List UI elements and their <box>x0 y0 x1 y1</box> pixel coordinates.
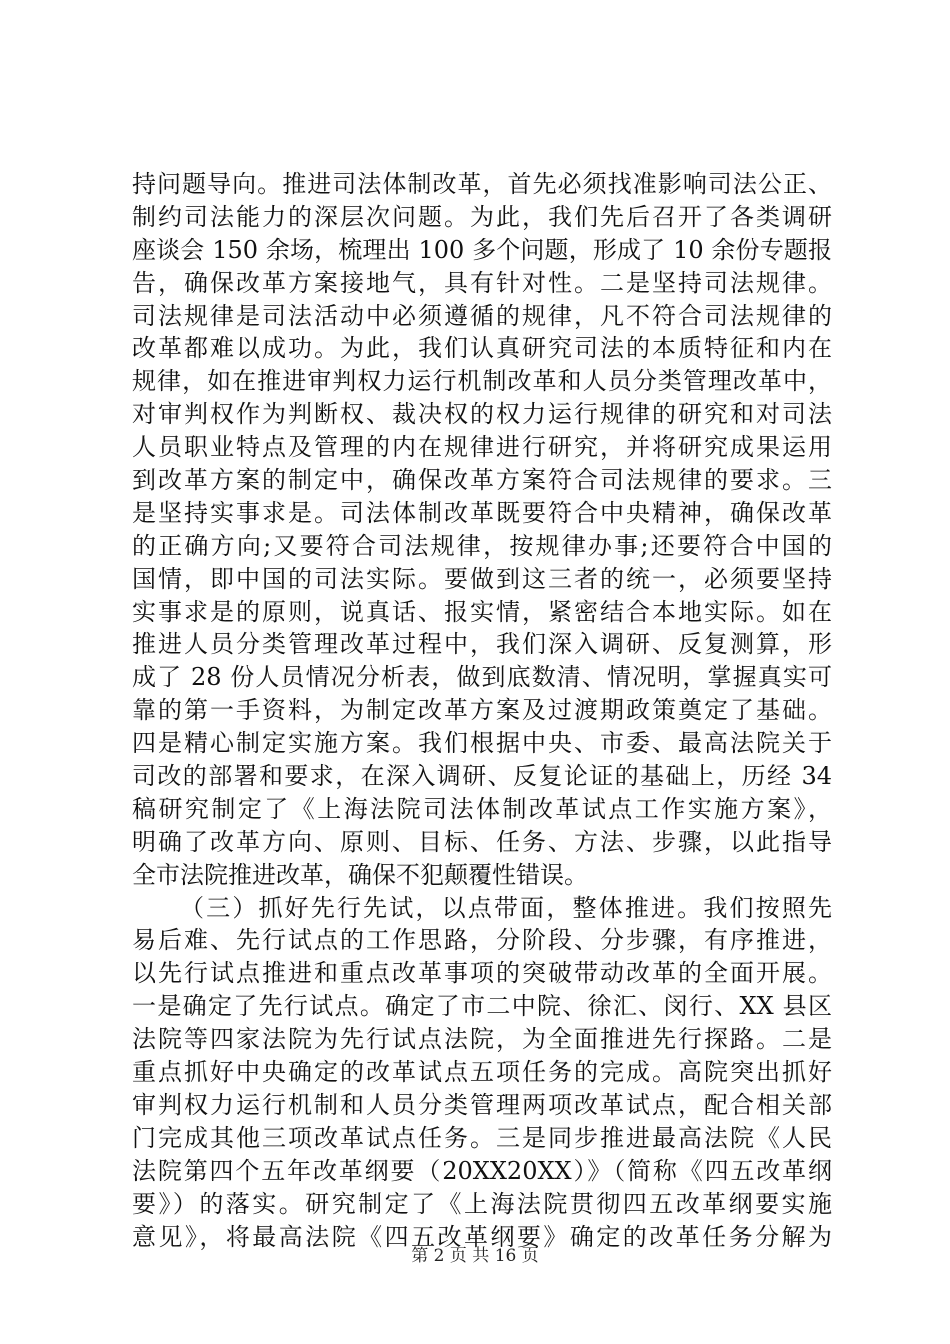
body-text-line: 改革都难以成功。为此，我们认真研究司法的本质特征和内在 <box>132 334 832 363</box>
body-text-line: 司法规律是司法活动中必须遵循的规律，凡不符合司法规律的 <box>132 301 832 330</box>
body-text-line: 人员职业特点及管理的内在规律进行研究，并将研究成果运用 <box>132 433 832 462</box>
page-footer <box>0 1244 950 1268</box>
body-text-line: 易后难、先行试点的工作思路，分阶段、分步骤，有序推进， <box>132 926 832 955</box>
body-text-line: 是坚持实事求是。司法体制改革既要符合中央精神，确保改革 <box>132 498 832 527</box>
body-text-line: 司改的部署和要求，在深入调研、反复论证的基础上，历经 34 <box>132 762 832 791</box>
body-text-line: 稿研究制定了《上海法院司法体制改革试点工作实施方案》， <box>132 794 832 823</box>
body-text-line: 要》）的落实。研究制定了《上海法院贯彻四五改革纲要实施 <box>132 1189 832 1218</box>
body-text-line: 门完成其他三项改革试点任务。三是同步推进最高法院《人民 <box>132 1123 832 1152</box>
body-text-line: 的正确方向;又要符合司法规律，按规律办事;还要符合中国的 <box>132 531 832 560</box>
body-text-line: 规律，如在推进审判权力运行机制改革和人员分类管理改革中， <box>132 367 832 396</box>
body-text-line: 靠的第一手资料，为制定改革方案及过渡期政策奠定了基础。 <box>132 696 832 725</box>
body-text-line: 全市法院推进改革，确保不犯颠覆性错误。 <box>132 860 588 889</box>
body-text-line: 四是精心制定实施方案。我们根据中央、市委、最高法院关于 <box>132 729 832 758</box>
body-text-line: 座谈会 150 余场，梳理出 100 多个问题，形成了 10 余份专题报 <box>132 235 832 264</box>
body-text-line: 法院第四个五年改革纲要（20XX20XX）》（简称《四五改革纲 <box>132 1156 832 1185</box>
body-text-line: 国情，即中国的司法实际。要做到这三者的统一，必须要坚持 <box>132 564 832 593</box>
body-text-line: 审判权力运行机制和人员分类管理两项改革试点，配合相关部 <box>132 1090 832 1119</box>
body-text-line: 持问题导向。推进司法体制改革，首先必须找准影响司法公正、 <box>132 170 832 198</box>
page-number-label: 第 2 页 共 16 页 <box>411 1246 539 1266</box>
body-text-line: 重点抓好中央确定的改革试点五项任务的完成。高院突出抓好 <box>132 1058 832 1087</box>
body-text-line: 法院等四家法院为先行试点法院，为全面推进先行探路。二是 <box>132 1025 832 1054</box>
document-body <box>132 168 832 1253</box>
body-text-line: 制约司法能力的深层次问题。为此，我们先后召开了各类调研 <box>132 202 832 231</box>
body-text-line: 实事求是的原则，说真话、报实情，紧密结合本地实际。如在 <box>132 597 832 626</box>
body-text-line: 推进人员分类管理改革过程中，我们深入调研、反复测算，形 <box>132 630 832 659</box>
body-text-line: 以先行试点推进和重点改革事项的突破带动改革的全面开展。 <box>132 959 832 988</box>
body-text-line: 成了 28 份人员情况分析表，做到底数清、情况明，掌握真实可 <box>132 663 832 692</box>
body-text-line: 告，确保改革方案接地气，具有针对性。二是坚持司法规律。 <box>132 268 832 297</box>
body-text-line: 意见》，将最高法院《四五改革纲要》确定的改革任务分解为 <box>132 1222 832 1251</box>
body-text-line: 一是确定了先行试点。确定了市二中院、徐汇、闵行、XX 县区 <box>132 992 832 1021</box>
body-text-line: 到改革方案的制定中，确保改革方案符合司法规律的要求。三 <box>132 466 832 495</box>
body-text-line: 明确了改革方向、原则、目标、任务、方法、步骤，以此指导 <box>132 827 832 856</box>
paragraph-first-line: （三）抓好先行先试，以点带面，整体推进。我们按照先 <box>180 893 832 922</box>
body-text-line: 对审判权作为判断权、裁决权的权力运行规律的研究和对司法 <box>132 400 832 429</box>
